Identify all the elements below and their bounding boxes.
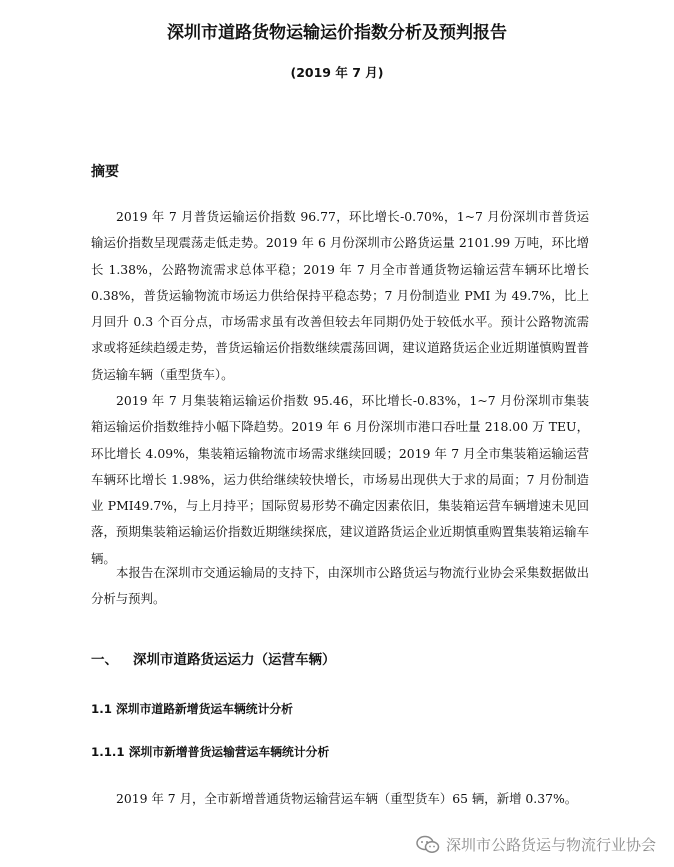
abstract-paragraph-container: 2019 年 7 月集装箱运输运价指数 95.46，环比增长-0.83%，1~7 月份深圳市集装箱运输运价指数维持小幅下降趋势。2019 年 6 月份深圳市港口吞吐量 218.00 万 TEU，环比增长 4.09%，集装箱运输物流市场需求继续回暖；2019 年 7 月全市集装箱运输运营车辆环比增长 1.98%，运力供给继续较快增长，市场易出现供大于求的局面；7 月份制造业 PMI49.7%，与上月持平；国际贸易形势不确定因素依旧，集装箱运营车辆增速未见回落，预期集装箱运输运价指数近期继续探底，建议道路货运企业近期慎重购置集装箱运输车辆。 (91, 393, 589, 566)
abstract-paragraph-general-freight: 2019 年 7 月普货运输运价指数 96.77，环比增长-0.70%，1~7 月份深圳市普货运输运价指数呈现震荡走低走势。2019 年 6 月份深圳市公路货运量 2101.99 万吨，环比增长 1.38%，公路物流需求总体平稳；2019 年 7 月全市普通货物运输运营车辆环比增长 0.38%，普货运输物流市场运力供给保持平稳态势；7 月份制造业 PMI 为 49.7%，比上月回升 0.3 个百分点，市场需求虽有改善但较去年同期仍处于较低水平。预计公路物流需求或将延续趋缓走势，普货运输运价指数继续震荡回调，建议道路货运企业近期谨慎购置普货运输车辆（重型货车）。 (91, 209, 589, 382)
section-1-heading (91, 648, 336, 668)
section-1-title: 深圳市道路货运运力（运营车辆） (133, 652, 336, 668)
document-title: 深圳市道路货物运输运价指数分析及预判报告 (167, 23, 507, 43)
new-vehicles-paragraph: 2019 年 7 月，全市新增普通货物运输营运车辆（重型货车）65 辆，新增 0.37%。 (116, 791, 578, 806)
wechat-icon (416, 835, 440, 855)
watermark (416, 834, 656, 855)
subsection-1-1-heading: 1.1 深圳市道路新增货运车辆统计分析 (91, 702, 293, 716)
section-1-number: 一、 (91, 652, 118, 668)
subsection-1-1-1-heading: 1.1.1 深圳市新增普货运输营运车辆统计分析 (91, 745, 330, 759)
abstract-paragraph-source: 本报告在深圳市交通运输局的支持下，由深圳市公路货运与物流行业协会采集数据做出分析与预判。 (91, 565, 589, 607)
abstract-heading: 摘要 (91, 164, 119, 180)
document-subtitle: (2019 年 7 月) (290, 65, 384, 80)
watermark-text: 深圳市公路货运与物流行业协会 (445, 836, 656, 854)
